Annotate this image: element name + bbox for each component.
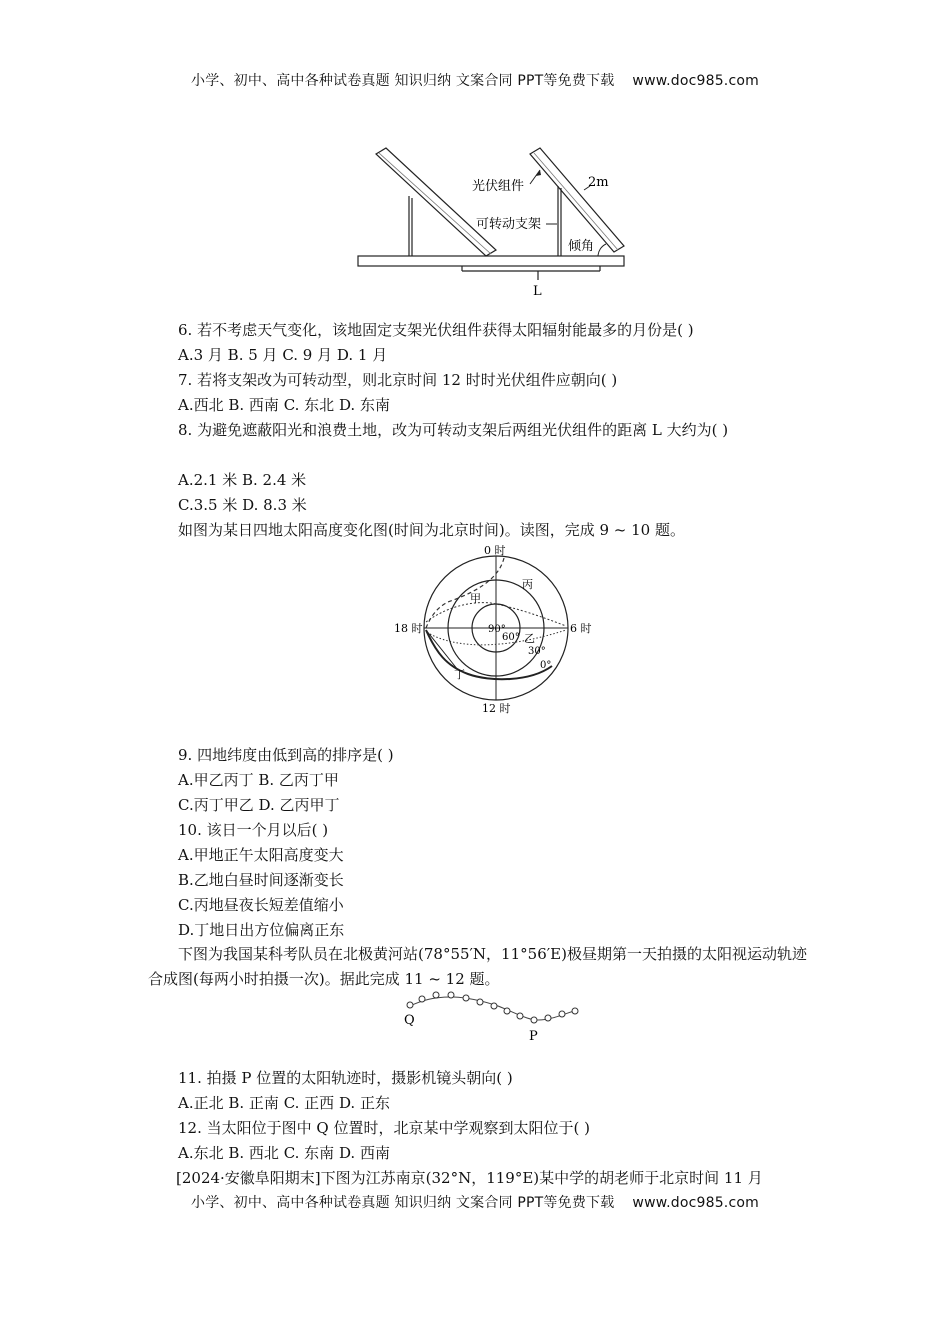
label-Q: Q — [404, 1013, 415, 1028]
footer-site: www.doc985.com — [632, 1195, 759, 1211]
label-jia: 甲 — [470, 592, 481, 605]
question-8-stem: 8. 为避免遮蔽阳光和浪费土地，改为可转动支架后两组光伏组件的距离 L 大约为( ) — [178, 421, 729, 439]
question-11-stem: 11. 拍摄 P 位置的太阳轨迹时，摄影机镜头朝向( ) — [178, 1069, 513, 1087]
right-panel — [530, 148, 624, 252]
question-12-stem: 12. 当太阳位于图中 Q 位置时，北京某中学观察到太阳位于( ) — [178, 1119, 590, 1137]
label-yi: 乙 — [524, 632, 535, 645]
label-rotating-bracket: 可转动支架 — [476, 217, 542, 232]
page-footer — [0, 1192, 950, 1212]
header-text: 小学、初中、高中各种试卷真题 知识归纳 文案合同 PPT等免费下载 — [191, 73, 615, 89]
intro-9-10: 如图为某日四地太阳高度变化图(时间为北京时间)。读图，完成 9 ~ 10 题。 — [178, 521, 685, 539]
label-18h: 18 时 — [394, 622, 423, 635]
label-ding: 丁 — [454, 668, 465, 681]
question-9-stem: 9. 四地纬度由低到高的排序是( ) — [178, 746, 394, 764]
label-tilt-angle: 倾角 — [568, 239, 595, 254]
question-10-option-c: C.丙地昼夜长短差值缩小 — [178, 896, 344, 914]
label-12h: 12 时 — [482, 702, 511, 714]
question-8-options-cd: C.3.5 米 D. 8.3 米 — [178, 496, 307, 514]
question-6-options: A.3 月 B. 5 月 C. 9 月 D. 1 月 — [178, 346, 388, 364]
question-7-stem: 7. 若将支架改为可转动型，则北京时间 12 时时光伏组件应朝向( ) — [178, 371, 618, 389]
intro-11-12: 下图为我国某科考队员在北极黄河站(78°55′N，11°56′E)极昼期第一天拍摄的太阳视运动轨迹合成图(每两小时拍摄一次)。据此完成 11 ~ 12 题。 — [148, 945, 807, 988]
label-60deg: 60° — [502, 632, 520, 643]
label-90deg: 90° — [488, 624, 506, 635]
header-site: www.doc985.com — [632, 73, 759, 89]
footer-text: 小学、初中、高中各种试卷真题 知识归纳 文案合同 PPT等免费下载 — [191, 1195, 615, 1211]
figure-sun-trajectory — [398, 990, 588, 1044]
figure-sun-altitude-diagram — [390, 542, 600, 714]
track-bing — [426, 558, 504, 628]
question-10-option-d: D.丁地日出方位偏离正东 — [178, 921, 345, 939]
question-9-options-cd: C.丙丁甲乙 D. 乙丙甲丁 — [178, 796, 340, 814]
label-30deg: 30° — [528, 646, 546, 657]
label-P: P — [529, 1029, 538, 1044]
question-8-options-ab: A.2.1 米 B. 2.4 米 — [178, 471, 307, 489]
label-2m: 2m — [588, 175, 609, 190]
question-12-options: A.东北 B. 西北 C. 东南 D. 西南 — [178, 1144, 390, 1162]
base-plate — [358, 256, 624, 266]
question-9-options-ab: A.甲乙丙丁 B. 乙丙丁甲 — [178, 771, 339, 789]
label-6h: 6 时 — [570, 622, 592, 635]
label-0deg: 0° — [540, 660, 552, 671]
question-7-options: A.西北 B. 西南 C. 东北 D. 东南 — [178, 396, 390, 414]
question-10-stem: 10. 该日一个月以后( ) — [178, 821, 329, 839]
question-6-stem: 6. 若不考虑天气变化，该地固定支架光伏组件获得太阳辐射能最多的月份是( ) — [178, 321, 694, 339]
label-0h: 0 时 — [484, 544, 506, 557]
label-L: L — [533, 284, 542, 299]
label-pv-module: 光伏组件 — [472, 179, 525, 194]
left-panel — [376, 148, 496, 256]
question-11-options: A.正北 B. 正南 C. 正西 D. 正东 — [178, 1094, 390, 1112]
page-header — [0, 70, 950, 90]
figure-solar-panel-diagram — [350, 140, 640, 302]
label-bing: 丙 — [522, 578, 533, 591]
tilt-angle-arc — [598, 244, 606, 256]
question-10-option-b: B.乙地白昼时间逐渐变长 — [178, 871, 344, 889]
intro-13: [2024·安徽阜阳期末]下图为江苏南京(32°N，119°E)某中学的胡老师于北京时间 11 月 — [176, 1169, 763, 1187]
question-10-option-a: A.甲地正午太阳高度变大 — [178, 846, 344, 864]
